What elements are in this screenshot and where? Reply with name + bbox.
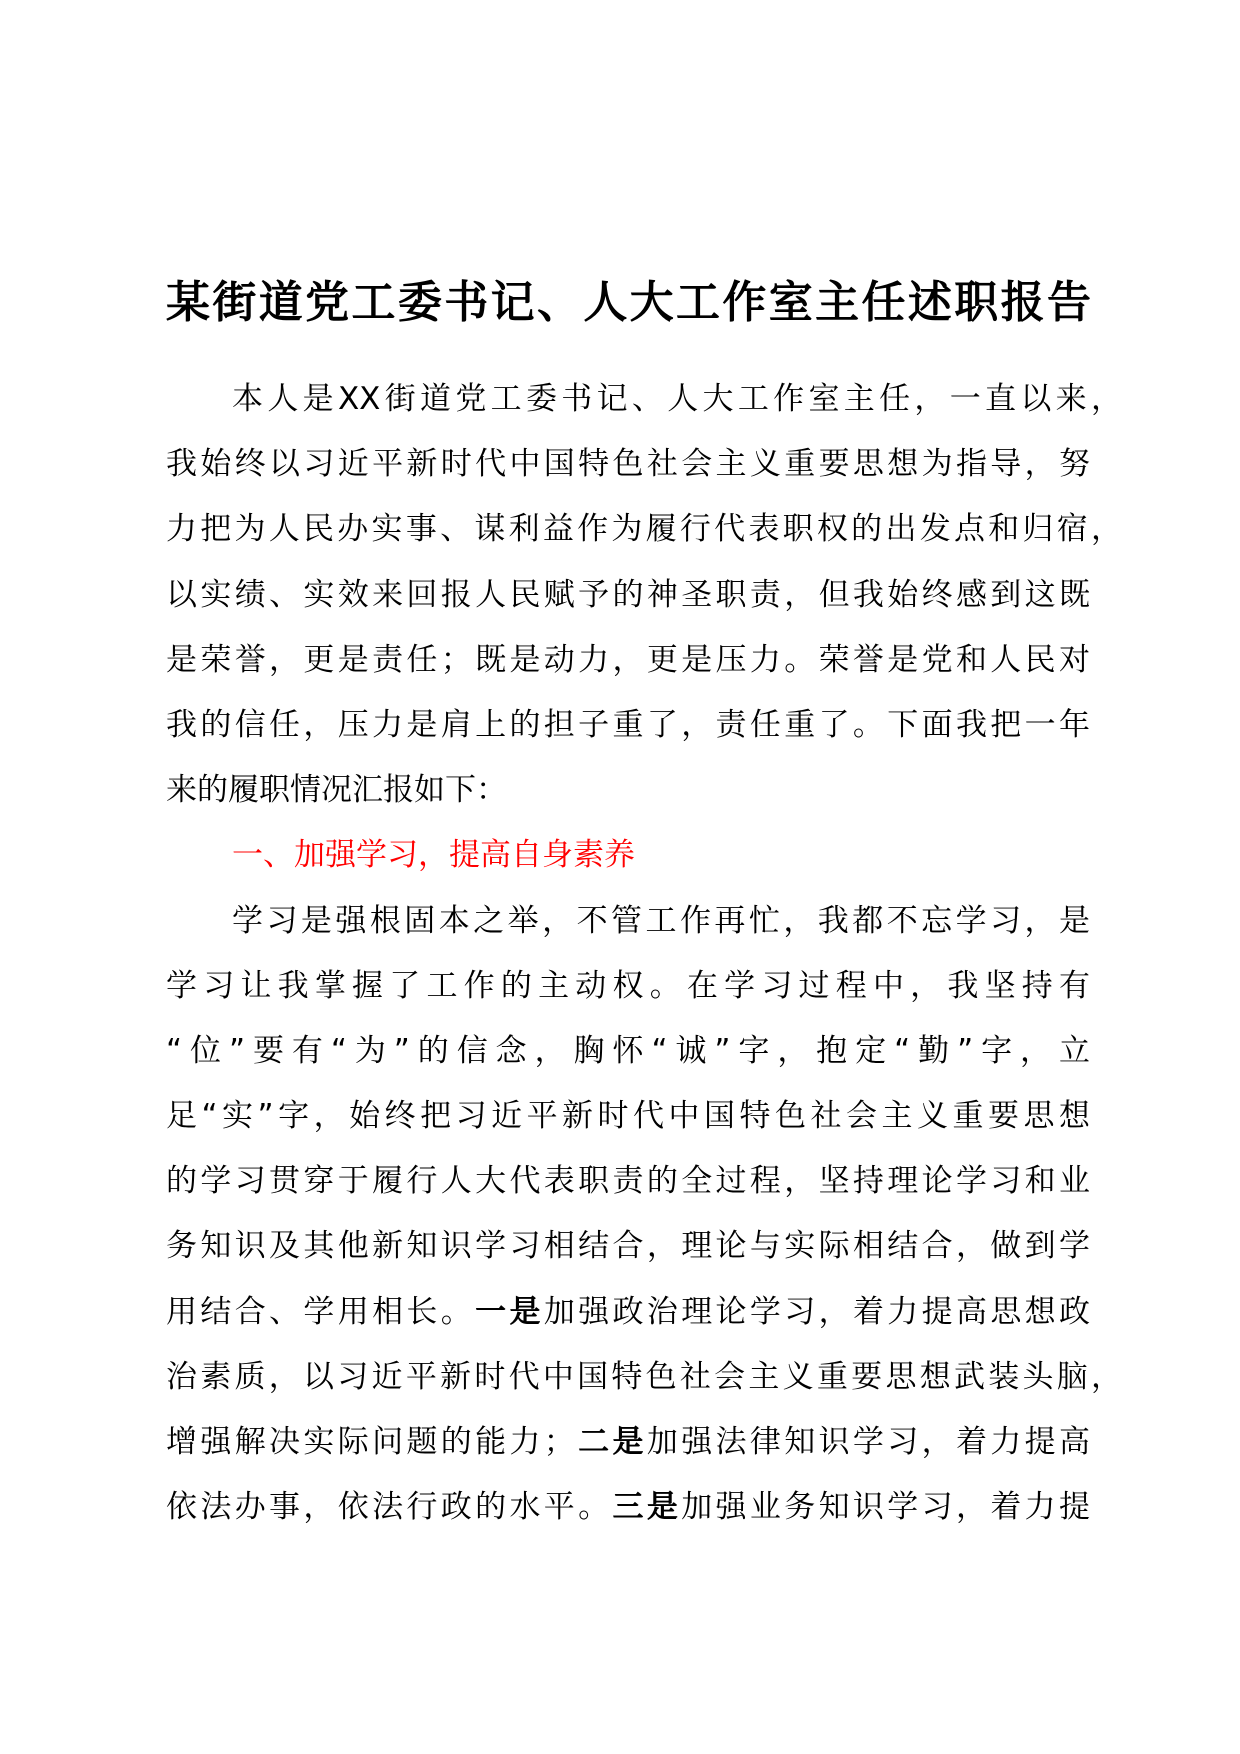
paragraph-line [166,367,1122,432]
paragraph-line [166,889,1090,954]
paragraph-line [166,1475,1090,1540]
paragraph-line [166,693,1090,758]
text-run: 力把为人民办实事、谋利益作为履行代表职权的出发点和归宿， [166,511,1122,548]
text-run: “位”要有“为”的信念，胸怀“诚”字，抱定“勤”字，立 [166,1032,1090,1069]
section-heading [166,823,1090,888]
paragraph-line [166,432,1090,497]
text-run: 学习让我掌握了工作的主动权。在学习过程中，我坚持有 [166,967,1090,1004]
text-run: 是荣誉，更是责任；既是动力，更是压力。荣誉是党和人民对 [166,641,1090,678]
paragraph-line [166,1084,1090,1149]
paragraph-line [166,563,1090,628]
text-run: 治素质，以习近平新时代中国特色社会主义重要思想武装头脑， [166,1358,1122,1395]
text-run: 加强法律知识学习，着力提高 [646,1424,1091,1460]
bold-text: 三是 [612,1489,682,1526]
text-run: 来的履职情况汇报如下： [166,772,507,809]
paragraph-line [166,1410,1090,1475]
text-run: 我始终以习近平新时代中国特色社会主义重要思想为指导，努 [166,446,1090,483]
text-run: 加强业务知识学习，着力提 [681,1489,1091,1526]
text-run: 本人是XX街道党工委书记、人大工作室主任，一直以来， [232,381,1122,417]
text-run: 一、加强学习，提高自身素养 [232,837,635,874]
text-run: 务知识及其他新知识学习相结合，理论与实际相结合，做到学 [166,1228,1090,1265]
paragraph-line [166,1345,1122,1410]
text-run: 以实绩、实效来回报人民赋予的神圣职责，但我始终感到这既 [166,576,1090,613]
paragraph-line [166,1214,1090,1279]
text-run: 学习是强根固本之举，不管工作再忙，我都不忘学习，是 [232,902,1090,939]
bold-text: 二是 [574,1424,647,1460]
text-run: 加强政治理论学习，着力提高思想政 [543,1293,1091,1330]
paragraph-line [166,758,1090,823]
bold-text: 一是 [475,1293,544,1330]
paragraph-line [166,1280,1090,1345]
paragraph-line [166,1149,1090,1214]
paragraph-line [166,954,1090,1019]
text-run: 用结合、学用相长。 [166,1293,476,1330]
text-run: 依法办事，依法行政的水平。 [166,1489,613,1526]
text-run: 我的信任，压力是肩上的担子重了，责任重了。下面我把一年 [166,706,1090,743]
paragraph-line [166,628,1090,693]
paragraph-line [166,1019,1090,1084]
document-body [166,367,1122,1540]
text-run: 增强解决实际问题的能力； [166,1424,575,1460]
document-title: 某街道党工委书记、人大工作室主任述职报告 [166,277,1090,328]
text-run: 的学习贯穿于履行人大代表职责的全过程，坚持理论学习和业 [166,1163,1090,1200]
text-run: 足“实”字，始终把习近平新时代中国特色社会主义重要思想 [166,1098,1090,1135]
paragraph-line [166,497,1122,562]
